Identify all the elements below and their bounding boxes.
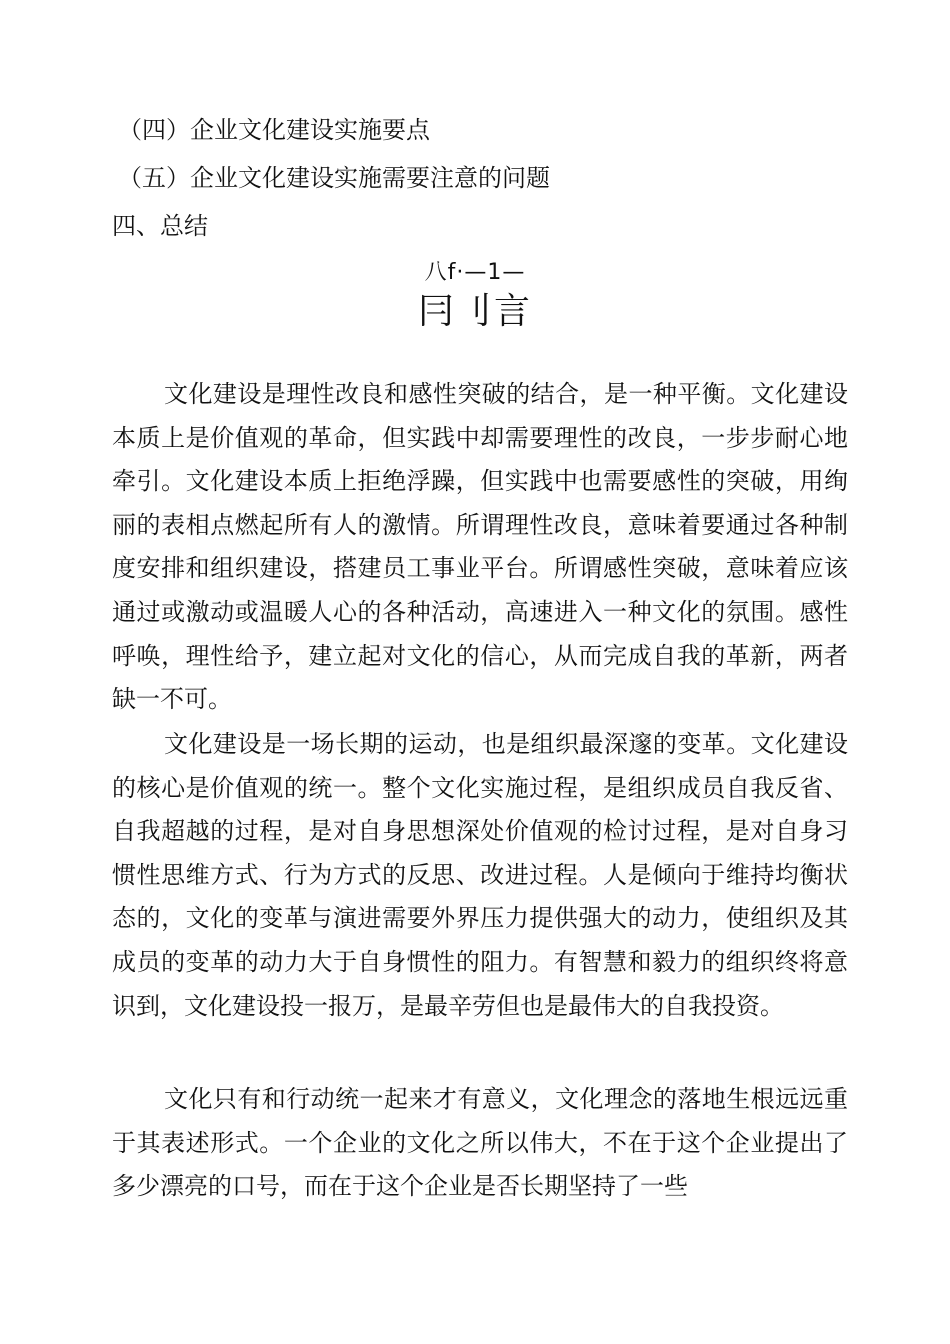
toc-item-5: （五）企业文化建设实施需要注意的问题 bbox=[118, 164, 550, 192]
page-marker: 八f·—1— bbox=[424, 260, 526, 285]
toc-item-4: （四）企业文化建设实施要点 bbox=[118, 116, 430, 144]
paragraph: 文化建设是一场长期的运动，也是组织最深邃的变革。文化建设的核心是价值观的统一。整个文化实施过程，是组织成员自我反省、自我超越的过程，是对自身思想深处价值观的检讨过程，是对自身习惯性思维方式、行为方式的反思、改进过程。人是倾向于维持均衡状态的，文化的变革与演进需要外界压力提供强大的动力，使组织及其成员的变革的动力大于自身惯性的阻力。有智慧和毅力的组织终将意识到，文化建设投一报万，是最辛劳但也是最伟大的自我投资。 bbox=[112, 730, 848, 1020]
paragraph: 文化建设是理性改良和感性突破的结合，是一种平衡。文化建设本质上是价值观的革命，但实践中却需要理性的改良，一步步耐心地牵引。文化建设本质上拒绝浮躁，但实践中也需要感性的突破，用绚丽的表相点燃起所有人的激情。所谓理性改良，意味着要通过各种制度安排和组织建设，搭建员工事业平台。所谓感性突破，意味着应该通过或激动或温暖人心的各种活动，高速进入一种文化的氛围。感性呼唤，理性给予，建立起对文化的信心，从而完成自我的革新，两者缺一不可。 bbox=[112, 380, 848, 714]
paragraph: 文化只有和行动统一起来才有意义，文化理念的落地生根远远重于其表述形式。一个企业的文化之所以伟大，不在于这个企业提出了多少漂亮的口号，而在于这个企业是否长期坚持了一些 bbox=[112, 1085, 848, 1201]
section-heading: 冃刂言 bbox=[417, 291, 532, 332]
toc-section-4: 四、总结 bbox=[112, 212, 208, 240]
